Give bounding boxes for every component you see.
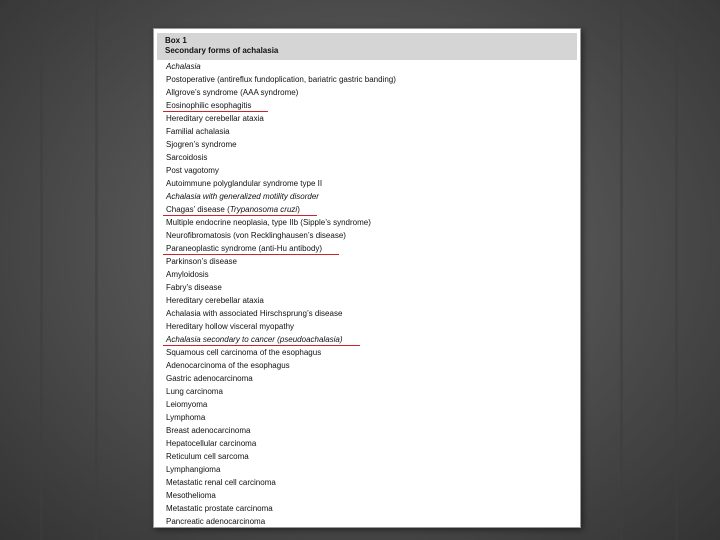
entry-text: Pancreatic adenocarcinoma (166, 517, 266, 526)
entry-text: Squamous cell carcinoma of the esophagus (166, 348, 322, 357)
list-item (166, 320, 574, 333)
entry-text: Metastatic renal cell carcinoma (166, 478, 276, 487)
entry-text: Mesothelioma (166, 491, 216, 500)
entry-italic-text: Trypanosoma cruzi (229, 205, 298, 214)
entry-text: Lymphoma (166, 413, 206, 422)
list-item (166, 73, 574, 86)
entry-text: Eosinophilic esophagitis (166, 101, 252, 110)
list-item (166, 398, 574, 411)
list-item (166, 463, 574, 476)
entry-text: Autoimmune polyglandular syndrome type II (166, 179, 323, 188)
list-item (166, 307, 574, 320)
list-item (166, 489, 574, 502)
list-item (166, 385, 574, 398)
entry-text: Adenocarcinoma of the esophagus (166, 361, 290, 370)
list-item (166, 437, 574, 450)
list-item (166, 255, 574, 268)
entry-list (166, 60, 574, 528)
list-item (166, 281, 574, 294)
entry-text: Sarcoidosis (166, 153, 208, 162)
section-heading (166, 333, 574, 346)
entry-text: Lung carcinoma (166, 387, 223, 396)
list-item (166, 138, 574, 151)
box-label: Box 1 (165, 36, 187, 45)
list-item (166, 125, 574, 138)
entry-text: Paraneoplastic syndrome (anti-Hu antibody) (166, 244, 323, 253)
list-item (166, 450, 574, 463)
list-item (166, 99, 574, 112)
list-item (166, 411, 574, 424)
entry-text: Hereditary cerebellar ataxia (166, 114, 264, 123)
list-item (166, 502, 574, 515)
entry-text: Achalasia (166, 62, 201, 71)
entry-text: Lymphangioma (166, 465, 221, 474)
list-item (166, 242, 574, 255)
background-stripe (675, 0, 678, 540)
entry-text: Chagas’ disease ( (166, 205, 230, 214)
background-stripe (95, 0, 98, 540)
list-item (166, 112, 574, 125)
list-item (166, 359, 574, 372)
entry-text: Amyloidosis (166, 270, 209, 279)
list-item (166, 203, 574, 216)
entry-text: Metastatic prostate carcinoma (166, 504, 273, 513)
list-item (166, 294, 574, 307)
entry-text: Hepatocellular carcinoma (166, 439, 257, 448)
section-heading (166, 60, 574, 73)
entry-text: Hereditary cerebellar ataxia (166, 296, 264, 305)
list-item (166, 424, 574, 437)
entry-text: Post vagotomy (166, 166, 219, 175)
box-header (157, 33, 577, 60)
background-stripe (40, 0, 43, 540)
entry-text: Multiple endocrine neoplasia, type IIb (Sipple’s syndrome) (166, 218, 371, 227)
list-item (166, 151, 574, 164)
list-item (166, 372, 574, 385)
entry-text: Achalasia secondary to cancer (pseudoachalasia) (166, 335, 343, 344)
entry-text: Fabry’s disease (166, 283, 222, 292)
entry-text: Parkinson’s disease (166, 257, 238, 266)
entry-text: Gastric adenocarcinoma (166, 374, 253, 383)
entry-text: Hereditary hollow visceral myopathy (166, 322, 295, 331)
section-heading (166, 190, 574, 203)
entry-text: Achalasia with associated Hirschsprung’s disease (166, 309, 343, 318)
entry-text: Achalasia with generalized motility disorder (166, 192, 319, 201)
list-item (166, 86, 574, 99)
entry-text: Sjogren’s syndrome (166, 140, 237, 149)
list-item (166, 229, 574, 242)
list-item (166, 268, 574, 281)
list-item (166, 177, 574, 190)
list-item (166, 216, 574, 229)
list-item (166, 346, 574, 359)
document-box (153, 28, 581, 528)
entry-text-suffix: ) (297, 205, 300, 214)
list-item (166, 164, 574, 177)
list-item (166, 476, 574, 489)
entry-text: Postoperative (antireflux fundoplication, bariatric gastric banding) (166, 75, 396, 84)
entry-text: Neurofibromatosis (von Recklinghausen’s disease) (166, 231, 346, 240)
entry-text: Allgrove’s syndrome (AAA syndrome) (166, 88, 299, 97)
box-title: Secondary forms of achalasia (165, 46, 279, 55)
list-item (166, 515, 574, 528)
entry-text: Reticulum cell sarcoma (166, 452, 249, 461)
entry-text: Leiomyoma (166, 400, 208, 409)
entry-text: Familial achalasia (166, 127, 230, 136)
background-stripe (620, 0, 623, 540)
entry-text: Breast adenocarcinoma (166, 426, 251, 435)
